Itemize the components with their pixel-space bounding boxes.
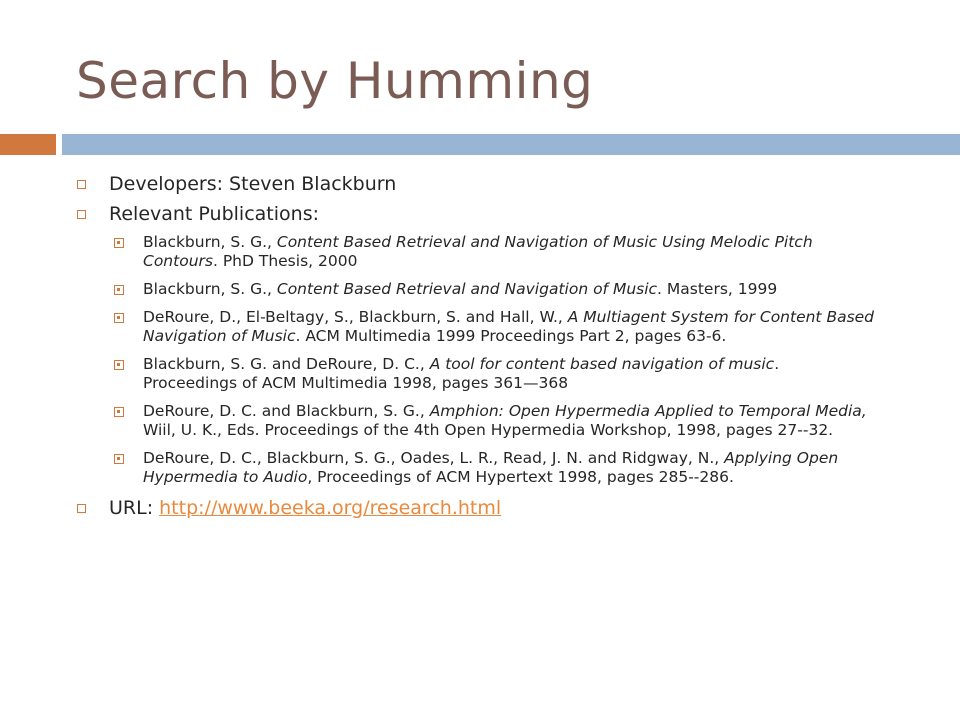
- slide-body: [76, 172, 876, 526]
- square-bullet-icon: [77, 504, 86, 513]
- publication-title: Content Based Retrieval and Navigation of Music: [276, 280, 658, 298]
- publication-venue: . Proceedings of ACM Multimedia 1998, pages 361—368: [143, 355, 780, 392]
- publication-venue: , Proceedings of ACM Hypertext 1998, pages 285--286.: [307, 468, 734, 486]
- publications-heading: Relevant Publications:: [109, 203, 319, 225]
- square-bullet-icon: [114, 454, 124, 464]
- research-url-link[interactable]: http://www.beeka.org/research.html: [159, 497, 502, 519]
- publication-title: Applying Open Hypermedia to Audio: [143, 449, 839, 486]
- publication-item: [76, 355, 876, 393]
- publication-venue: Wiil, U. K., Eds. Proceedings of the 4th Open Hypermedia Workshop, 1998, pages 27--32.: [143, 421, 834, 439]
- publication-item: [76, 402, 876, 440]
- publication-authors: DeRoure, D. C., Blackburn, S. G., Oades, L. R., Read, J. N. and Ridgway, N.,: [143, 449, 725, 467]
- publication-venue: . Masters, 1999: [657, 280, 778, 298]
- accent-bar-blue: [62, 134, 960, 155]
- publication-item: [76, 233, 876, 271]
- publication-authors: Blackburn, S. G.,: [143, 233, 277, 251]
- publication-authors: Blackburn, S. G.,: [143, 280, 277, 298]
- publication-item: [76, 449, 876, 487]
- square-bullet-icon: [77, 210, 86, 219]
- developers-item: [76, 172, 876, 197]
- publication-item: [76, 308, 876, 346]
- url-item: [76, 496, 876, 521]
- square-bullet-icon: [114, 360, 124, 370]
- square-bullet-icon: [114, 313, 124, 323]
- developers-text: Developers: Steven Blackburn: [109, 173, 397, 195]
- publication-title: Content Based Retrieval and Navigation of Music Using Melodic Pitch Contours: [143, 233, 813, 270]
- publication-venue: . PhD Thesis, 2000: [212, 252, 358, 270]
- publication-authors: Blackburn, S. G. and DeRoure, D. C.,: [143, 355, 430, 373]
- publication-venue: . ACM Multimedia 1999 Proceedings Part 2, pages 63-6.: [295, 327, 727, 345]
- publication-item: [76, 280, 876, 299]
- publications-heading-item: [76, 202, 876, 227]
- square-bullet-icon: [114, 407, 124, 417]
- publications-list: [76, 233, 876, 487]
- square-bullet-icon: [114, 238, 124, 248]
- publication-title: A tool for content based navigation of music: [429, 355, 775, 373]
- accent-bar-orange: [0, 134, 56, 155]
- url-label: URL:: [109, 497, 160, 519]
- square-bullet-icon: [77, 180, 86, 189]
- publication-authors: DeRoure, D. C. and Blackburn, S. G.,: [143, 402, 430, 420]
- square-bullet-icon: [114, 285, 124, 295]
- publication-authors: DeRoure, D., El-Beltagy, S., Blackburn, S. and Hall, W.,: [143, 308, 568, 326]
- publication-title: Amphion: Open Hypermedia Applied to Temporal Media,: [429, 402, 867, 420]
- publication-title: A Multiagent System for Content Based Navigation of Music: [143, 308, 875, 345]
- slide-title: Search by Humming: [76, 52, 594, 110]
